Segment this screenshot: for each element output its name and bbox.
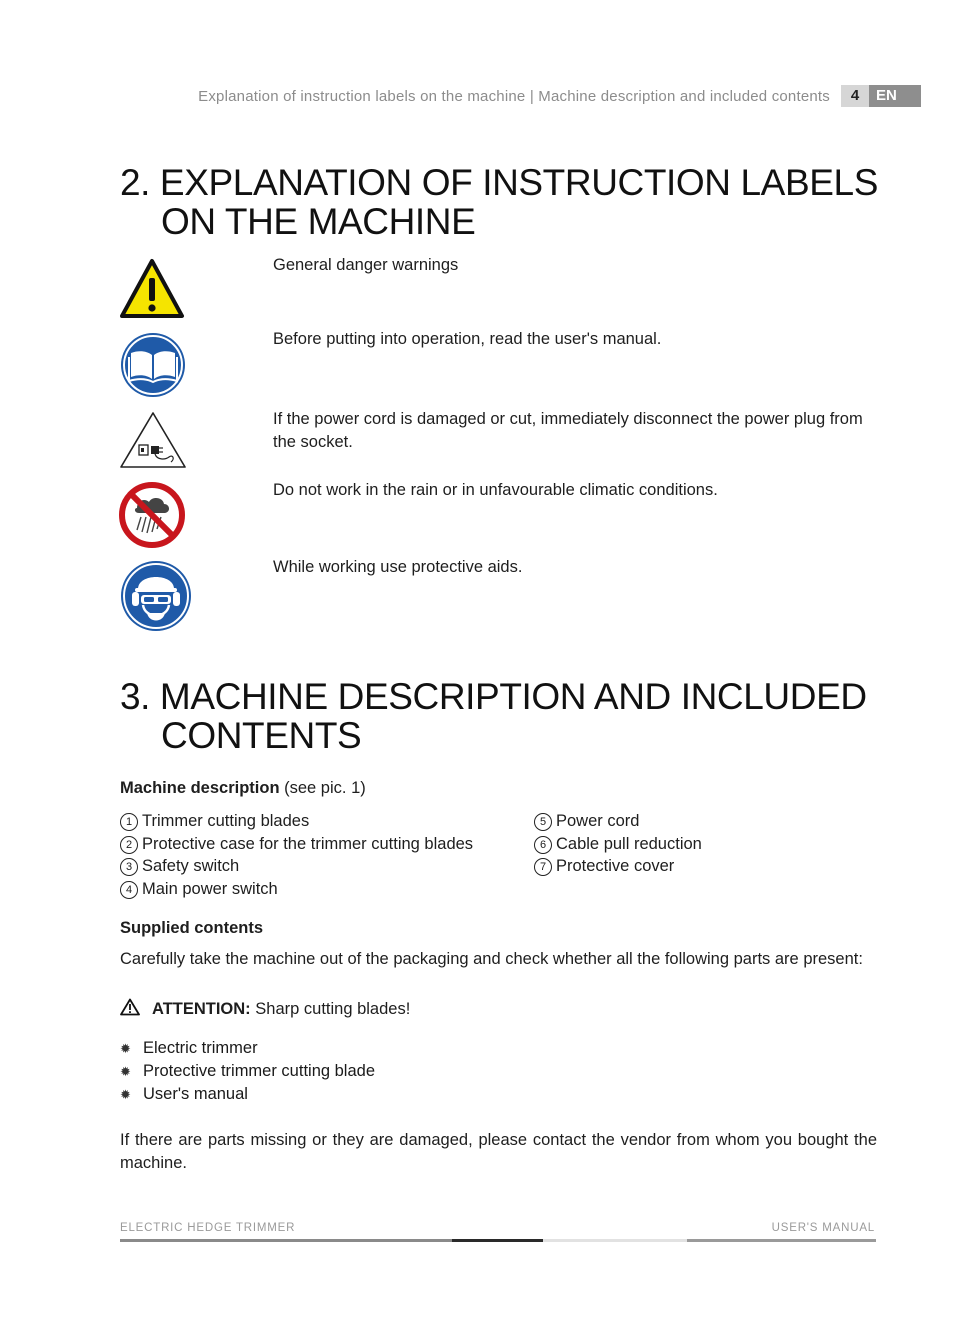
- footer-rule-segment: [543, 1239, 687, 1242]
- attention-text: Sharp cutting blades!: [255, 1000, 411, 1018]
- label-text-power-cord: If the power cord is damaged or cut, immediately disconnect the power plug from the socket.: [273, 410, 863, 451]
- part-number-badge: 5: [534, 813, 552, 831]
- label-text-read-manual: Before putting into operation, read the user's manual.: [273, 330, 662, 348]
- supplied-items-list: [120, 1037, 375, 1106]
- list-item: [120, 1060, 375, 1083]
- running-header: Explanation of instruction labels on the machine | Machine description and included contents: [198, 88, 830, 105]
- part-number-badge: 7: [534, 858, 552, 876]
- part-label: Trimmer cutting blades: [142, 812, 310, 830]
- list-item: [120, 833, 473, 856]
- power-cord-damage-icon: [119, 410, 187, 475]
- machine-description-note: (see pic. 1): [284, 779, 366, 797]
- footer-rule-segment: [120, 1239, 452, 1242]
- part-number-badge: 1: [120, 813, 138, 831]
- part-number-badge: 2: [120, 836, 138, 854]
- language-tab: EN: [869, 85, 921, 107]
- part-label: Power cord: [556, 812, 640, 830]
- footer-rule-segment: [687, 1239, 876, 1242]
- part-label: Protective cover: [556, 857, 675, 876]
- machine-description-heading: [120, 777, 366, 800]
- attention-notice: [120, 998, 410, 1023]
- machine-description-label: Machine description: [120, 779, 280, 797]
- gear-bullet-icon: ✹: [120, 1064, 131, 1079]
- warning-triangle-icon: [120, 998, 140, 1023]
- attention-label: ATTENTION:: [152, 1000, 251, 1018]
- label-text-no-rain: Do not work in the rain or in unfavourable climatic conditions.: [273, 481, 718, 499]
- part-label: Main power switch: [142, 880, 278, 899]
- gear-bullet-icon: ✹: [120, 1041, 131, 1056]
- missing-parts-note: If there are parts missing or they are damaged, please contact the vendor from whom you bought the machine.: [120, 1131, 877, 1172]
- footer-rule-segment: [452, 1239, 543, 1242]
- section-3-title-line2: CONTENTS: [161, 715, 362, 756]
- list-item: [120, 855, 473, 878]
- protective-aids-icon: [119, 559, 193, 638]
- footer-product-name: ELECTRIC HEDGE TRIMMER: [120, 1222, 296, 1234]
- list-item: [120, 1037, 375, 1060]
- section-2-title-line2: ON THE MACHINE: [161, 201, 476, 242]
- parts-list-left: [120, 810, 473, 901]
- supplied-contents-intro: Carefully take the machine out of the packaging and check whether all the following parts are present:: [120, 950, 863, 968]
- list-item: [534, 855, 702, 878]
- part-number-badge: 4: [120, 881, 138, 899]
- gear-bullet-icon: ✹: [120, 1087, 131, 1102]
- part-label: Protective case for the trimmer cutting blades: [142, 834, 474, 853]
- footer-rule: [120, 1239, 876, 1242]
- page-number: 4: [841, 85, 869, 107]
- part-number-badge: 6: [534, 836, 552, 854]
- read-manual-icon: [119, 331, 187, 404]
- part-label: Cable pull reduction: [556, 834, 702, 853]
- part-label: Safety switch: [142, 857, 240, 876]
- section-2-title: [120, 163, 878, 241]
- section-2-title-line1: 2. EXPLANATION OF INSTRUCTION LABELS: [120, 162, 878, 203]
- no-rain-icon: [119, 482, 185, 553]
- supplied-item-label: User's manual: [143, 1085, 248, 1103]
- list-item: [534, 810, 702, 833]
- footer-doc-type: USER'S MANUAL: [771, 1222, 875, 1234]
- list-item: [120, 810, 473, 833]
- section-3-title-line1: 3. MACHINE DESCRIPTION AND INCLUDED: [120, 676, 867, 717]
- list-item: [120, 878, 473, 901]
- supplied-contents-heading: Supplied contents: [120, 919, 264, 937]
- parts-list-right: [534, 810, 702, 878]
- supplied-item-label: Electric trimmer: [143, 1039, 258, 1057]
- label-text-protective-aids: While working use protective aids.: [273, 558, 523, 576]
- supplied-item-label: Protective trimmer cutting blade: [143, 1062, 376, 1080]
- label-text-general-danger: General danger warnings: [273, 256, 459, 274]
- list-item: [120, 1083, 375, 1106]
- general-danger-warning-icon: [119, 258, 185, 325]
- section-3-title: [120, 677, 867, 755]
- list-item: [534, 833, 702, 856]
- part-number-badge: 3: [120, 858, 138, 876]
